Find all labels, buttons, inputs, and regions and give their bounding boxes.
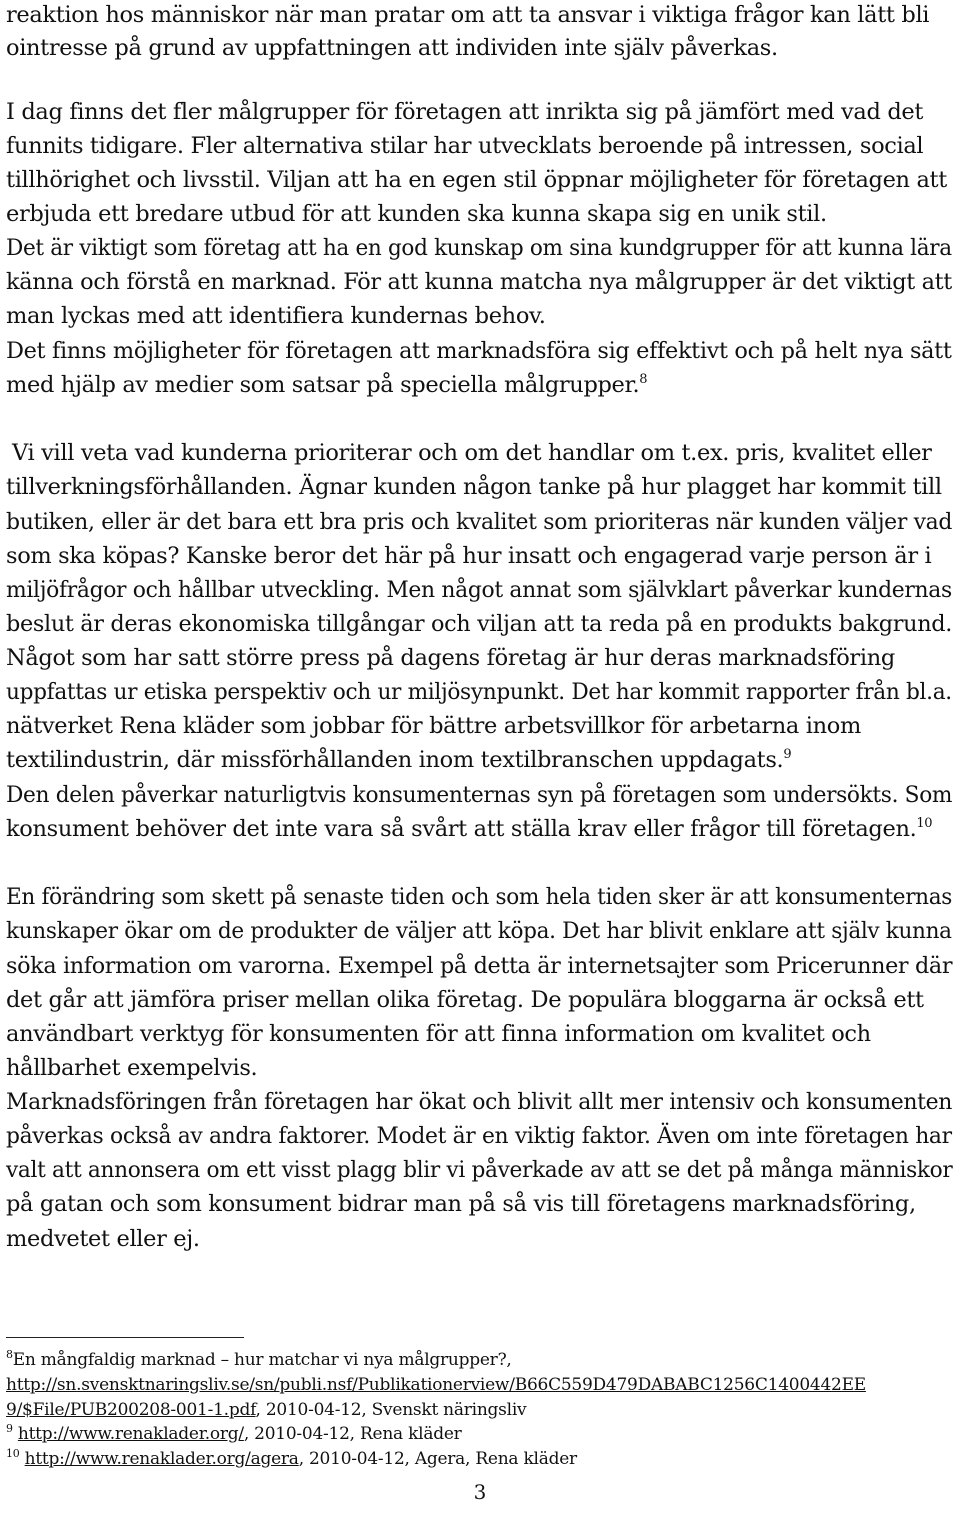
footnote-number: 9 bbox=[6, 1422, 13, 1435]
body-line: Marknadsföringen från företagen har ökat och blivit allt mer intensiv och konsumenten bbox=[6, 1089, 953, 1115]
body-line: känna och förstå en marknad. För att kunna matcha nya målgrupper är det viktigt att bbox=[6, 269, 952, 295]
footnote-link[interactable]: 9/$File/PUB200208-001-1.pdf bbox=[6, 1400, 256, 1420]
footnote-text: , 2010-04-12, Rena kläder bbox=[243, 1424, 462, 1444]
body-line: kunskaper ökar om de produkter de väljer att köpa. Det har blivit enklare att själv kunna bbox=[6, 918, 952, 944]
footnote-link[interactable]: http://www.renaklader.org/ bbox=[17, 1424, 244, 1444]
footnote-text: En mångfaldig marknad – hur matchar vi nya målgrupper?, bbox=[12, 1350, 512, 1370]
footnote-text: , 2010-04-12, Agera, Rena kläder bbox=[298, 1449, 577, 1469]
body-line: ointresse på grund av uppfattningen att individen inte själv påverkas. bbox=[6, 35, 778, 61]
body-line bbox=[6, 745, 791, 775]
body-line: uppfattas ur etiska perspektiv och ur miljösynpunkt. Det har kommit rapporter från bl.a. bbox=[6, 679, 952, 705]
body-line: butiken, eller är det bara ett bra pris och kvalitet som prioriteras när kunden väljer vad bbox=[6, 509, 953, 535]
body-line: funnits tidigare. Fler alternativa stilar har utvecklats beroende på intressen, social bbox=[6, 133, 924, 159]
body-line: reaktion hos människor när man pratar om att ta ansvar i viktiga frågor kan lätt bli bbox=[6, 2, 930, 28]
footnote-link[interactable]: http://www.renaklader.org/agera bbox=[24, 1449, 299, 1469]
footnote-9 bbox=[6, 1422, 462, 1446]
body-line: Det finns möjligheter för företagen att marknadsföra sig effektivt och på helt nya sätt bbox=[6, 338, 952, 364]
body-line: En förändring som skett på senaste tiden och som hela tiden sker är att konsumenternas bbox=[6, 884, 952, 910]
footnote-link[interactable]: http://sn.svensktnaringsliv.se/sn/publi.nsf/Publikationerview/B66C559D479DABABC1256C1400442EE bbox=[6, 1375, 866, 1395]
footnote-number: 10 bbox=[6, 1447, 20, 1460]
body-line: erbjuda ett bredare utbud för att kunden ska kunna skapa sig en unik stil. bbox=[6, 201, 827, 227]
footnote-ref-8[interactable]: 8 bbox=[639, 372, 648, 387]
body-line: användbart verktyg för konsumenten för att finna information om kvalitet och bbox=[6, 1021, 871, 1047]
body-line-text: med hjälp av medier som satsar på speciella målgrupper. bbox=[6, 372, 640, 398]
body-line: som ska köpas? Kanske beror det här på hur insatt och engagerad varje person är i bbox=[6, 543, 932, 569]
footnote-10 bbox=[6, 1447, 577, 1471]
body-line: Den delen påverkar naturligtvis konsumenternas syn på företagen som undersökts. Som bbox=[6, 782, 953, 808]
body-line: nätverket Rena kläder som jobbar för bättre arbetsvillkor för arbetarna inom bbox=[6, 713, 861, 739]
footnote-number: 8 bbox=[6, 1348, 13, 1361]
body-line bbox=[6, 814, 932, 844]
body-line-text: textilindustrin, där missförhållanden inom textilbranschen uppdagats. bbox=[6, 747, 784, 773]
footnote-ref-10[interactable]: 10 bbox=[916, 816, 933, 831]
footnote-text: , 2010-04-12, Svenskt näringsliv bbox=[255, 1400, 527, 1420]
body-line: medvetet eller ej. bbox=[6, 1226, 200, 1252]
footnote-8 bbox=[6, 1348, 512, 1372]
footnote-8-url-line bbox=[6, 1373, 866, 1397]
body-line: på gatan och som konsument bidrar man på så vis till företagens marknadsföring, bbox=[6, 1191, 916, 1217]
footnote-8-url-line bbox=[6, 1398, 526, 1422]
body-line: man lyckas med att identifiera kundernas behov. bbox=[6, 303, 546, 329]
page-number: 3 bbox=[473, 1480, 487, 1504]
body-line bbox=[6, 370, 647, 400]
body-line: beslut är deras ekonomiska tillgångar och viljan att ta reda på en produkts bakgrund. bbox=[6, 611, 953, 637]
body-line: miljöfrågor och hållbar utveckling. Men något annat som självklart påverkar kundernas bbox=[6, 577, 952, 603]
body-line: söka information om varorna. Exempel på detta är internetsajter som Pricerunner där bbox=[6, 953, 953, 979]
body-line: det går att jämföra priser mellan olika företag. De populära bloggarna är också ett bbox=[6, 987, 924, 1013]
body-line: hållbarhet exempelvis. bbox=[6, 1055, 258, 1081]
footnote-ref-9[interactable]: 9 bbox=[783, 747, 792, 762]
body-line: tillhörighet och livsstil. Viljan att ha en egen stil öppnar möjligheter för företagen att bbox=[6, 167, 947, 193]
body-line: påverkas också av andra faktorer. Modet är en viktig faktor. Även om inte företagen har bbox=[6, 1123, 952, 1149]
body-line: Vi vill veta vad kunderna prioriterar och om det handlar om t.ex. pris, kvalitet eller bbox=[12, 440, 932, 466]
body-line-text: konsument behöver det inte vara så svårt att ställa krav eller frågor till företagen. bbox=[6, 816, 917, 842]
body-line: I dag finns det fler målgrupper för företagen att inrikta sig på jämfört med vad det bbox=[6, 99, 924, 125]
body-line: Det är viktigt som företag att ha en god kunskap om sina kundgrupper för att kunna lära bbox=[6, 235, 952, 261]
body-line: tillverkningsförhållanden. Ägnar kunden någon tanke på hur plagget har kommit till bbox=[6, 474, 942, 500]
footnote-separator bbox=[6, 1337, 244, 1338]
body-line: valt att annonsera om ett visst plagg blir vi påverkade av att se det på många människor bbox=[6, 1157, 953, 1183]
body-line: Något som har satt större press på dagens företag är hur deras marknadsföring bbox=[6, 645, 895, 671]
